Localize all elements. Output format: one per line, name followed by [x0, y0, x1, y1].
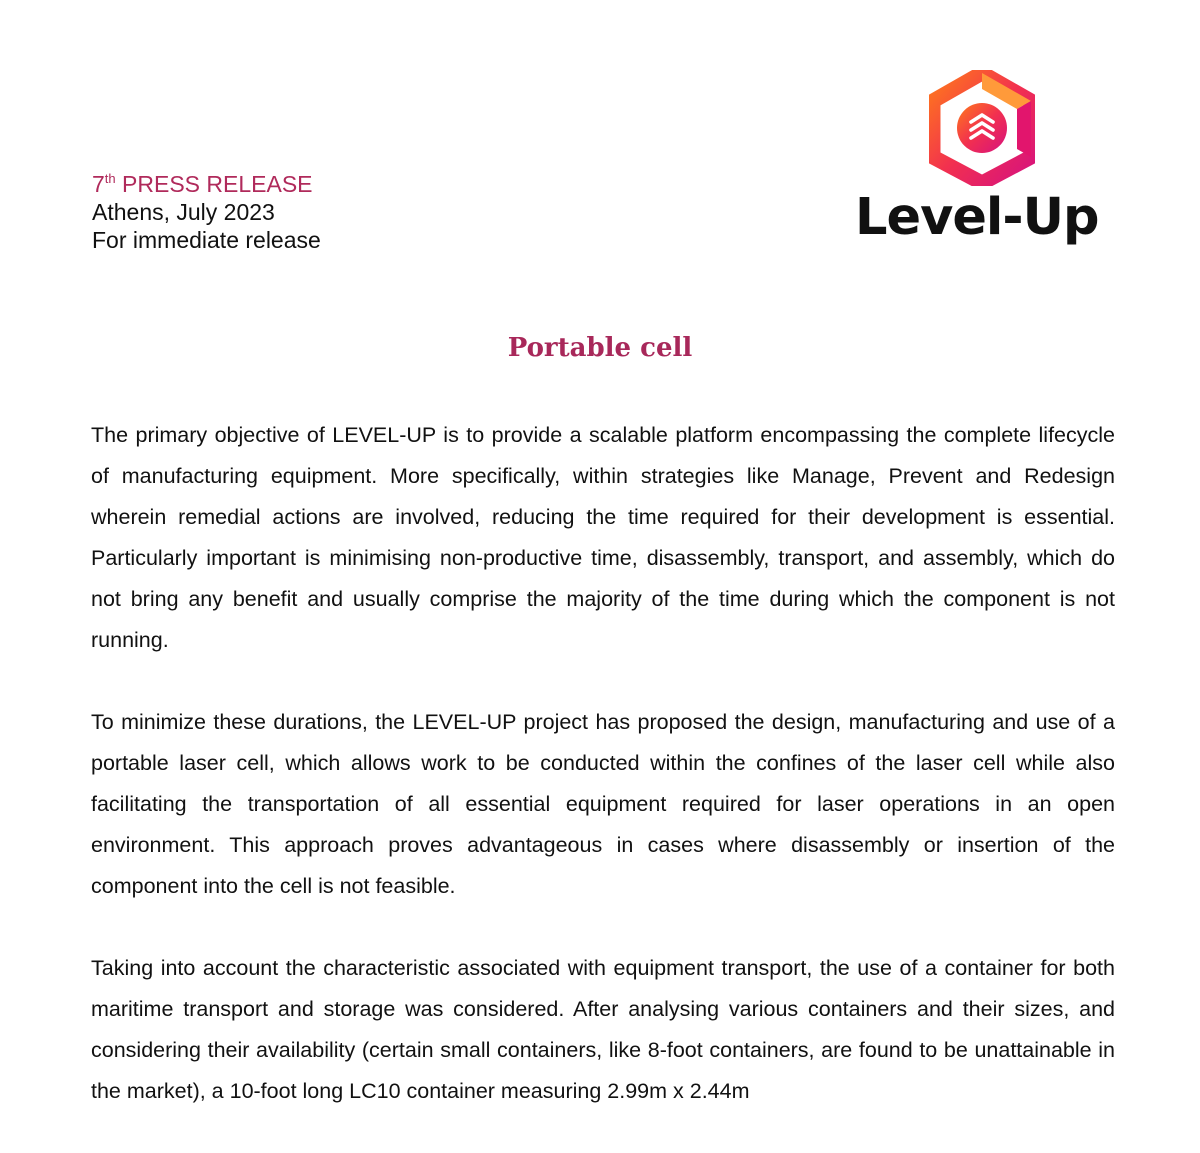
paragraph-1: The primary objective of LEVEL-UP is to provide a scalable platform encompassing the complete lifecycle of manufacturing equipment. More specifically, within strategies like Manage, Prevent and Redesign wherein remedial actions are involved, reducing the time required for their development is essential. Particularly important is minimising non-productive time, disassembly, transport, and assembly, which do not bring any benefit and usually comprise the majority of the time during which the component is not running. [91, 423, 1115, 652]
logo-wordmark: Level-Up [855, 188, 1099, 247]
press-release-header [92, 170, 321, 254]
paragraph-3: Taking into account the characteristic associated with equipment transport, the use of a container for both maritime transport and storage was considered. After analysing various containers and their sizes, and considering their availability (certain small containers, like 8-foot containers, are found to be unattainable in the market), a 10-foot long LC10 container measuring 2.99m x 2.44m [91, 956, 1115, 1103]
release-number: 7 [92, 171, 105, 197]
press-release-label [92, 170, 321, 198]
location-date: Athens, July 2023 [92, 199, 275, 225]
paragraph-2: To minimize these durations, the LEVEL-UP project has proposed the design, manufacturing and use of a portable laser cell, which allows work to be conducted within the confines of the laser cell while also facilitating the transportation of all essential equipment required for laser operations in an open environment. This approach proves advantageous in cases where disassembly or insertion of the component into the cell is not feasible. [91, 710, 1115, 898]
release-note: For immediate release [92, 227, 321, 253]
document-body [91, 415, 1115, 1153]
level-up-logo [855, 70, 1110, 260]
release-label: PRESS RELEASE [122, 171, 313, 197]
level-up-hexagon-chevrons-icon [929, 70, 1035, 186]
release-suffix: th [104, 171, 116, 186]
document-title: Portable cell [507, 333, 693, 363]
